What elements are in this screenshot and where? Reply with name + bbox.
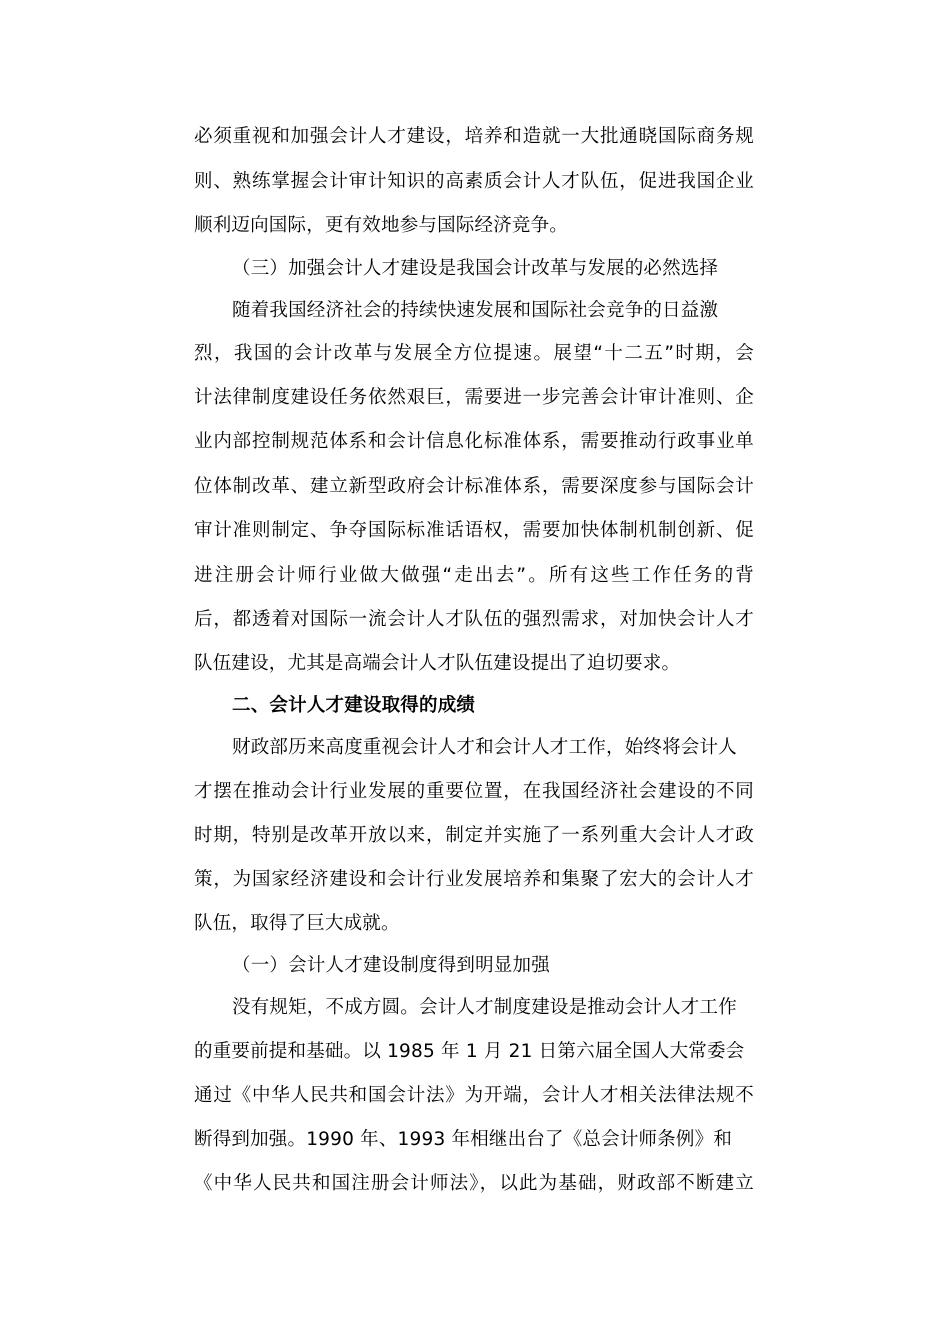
paragraph-line: 进注册会计师行业做大做强“走出去”。所有这些工作任务的背 (194, 565, 754, 586)
subsection-heading: （一）会计人才建设制度得到明显加强 (232, 955, 550, 976)
subsection-heading: （三）加强会计人才建设是我国会计改革与发展的必然选择 (232, 258, 719, 279)
paragraph-line: 必须重视和加强会计人才建设，培养和造就一大批通晓国际商务规 (194, 126, 754, 147)
paragraph-line: 顺利迈向国际，更有效地参与国际经济竞争。 (194, 215, 569, 236)
paragraph-line: 计法律制度建设任务依然艰巨，需要进一步完善会计审计准则、企 (194, 387, 754, 408)
paragraph-line: 位体制改革、建立新型政府会计标准体系，需要深度参与国际会计 (194, 476, 754, 497)
paragraph-line: 策，为国家经济建设和会计行业发展培养和集聚了宏大的会计人才 (194, 869, 754, 890)
paragraph-line: 才摆在推动会计行业发展的重要位置，在我国经济社会建设的不同 (194, 781, 754, 802)
paragraph-line: 通过《中华人民共和国会计法》为开端，会计人才相关法律法规不 (194, 1085, 754, 1106)
paragraph-line: 断得到加强。1990 年、1993 年相继出台了《总会计师条例》和 (194, 1129, 733, 1150)
section-heading: 二、会计人才建设取得的成绩 (232, 695, 476, 716)
paragraph-line: 业内部控制规范体系和会计信息化标准体系，需要推动行政事业单 (194, 431, 754, 452)
paragraph-line: 后，都透着对国际一流会计人才队伍的强烈需求，对加快会计人才 (194, 609, 754, 630)
paragraph-line: 审计准则制定、争夺国际标准话语权，需要加快体制机制创新、促 (194, 520, 754, 541)
paragraph-line: 《中华人民共和国注册会计师法》，以此为基础，财政部不断建立 (194, 1173, 754, 1194)
paragraph-line: 队伍，取得了巨大成就。 (194, 913, 400, 934)
paragraph-line: 烈，我国的会计改革与发展全方位提速。展望“十二五”时期，会 (194, 343, 754, 364)
paragraph-line: 时期，特别是改革开放以来，制定并实施了一系列重大会计人才政 (194, 825, 754, 846)
paragraph-line: 的重要前提和基础。以 1985 年 1 月 21 日第六届全国人大常委会 (194, 1041, 745, 1062)
paragraph-line: 财政部历来高度重视会计人才和会计人才工作，始终将会计人 (232, 737, 737, 758)
paragraph-line: 没有规矩，不成方圆。会计人才制度建设是推动会计人才工作 (232, 997, 737, 1018)
paragraph-line: 队伍建设，尤其是高端会计人才队伍建设提出了迫切要求。 (194, 653, 681, 674)
paragraph-line: 则、熟练掌握会计审计知识的高素质会计人才队伍，促进我国企业 (194, 171, 754, 192)
paragraph-line: 随着我国经济社会的持续快速发展和国际社会竞争的日益激 (232, 300, 719, 321)
